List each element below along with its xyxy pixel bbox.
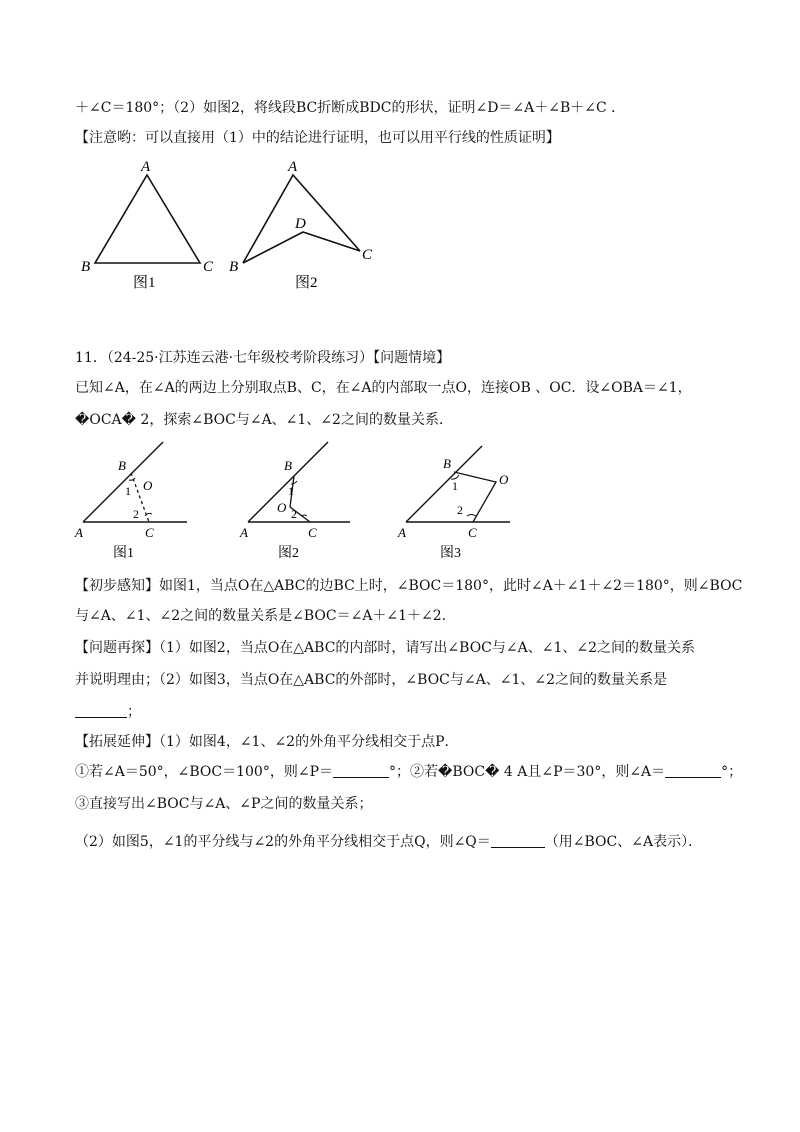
q11-extend-3: ③直接写出∠BOC与∠A、∠P之间的数量关系； <box>75 796 373 812</box>
label-b: B <box>118 458 126 473</box>
label-b: B <box>443 456 451 471</box>
extend4-b: （用∠BOC、∠A表示）． <box>544 834 703 850</box>
answer-blank-a[interactable] <box>665 763 721 778</box>
label-1: 1 <box>125 484 131 498</box>
q11-header: 11．（24-25·江苏连云港·七年级校考阶段练习）【问题情境】 <box>75 350 451 366</box>
q11-figure-3 <box>398 440 538 570</box>
q11-figure-1 <box>75 440 205 570</box>
label-1: 1 <box>452 479 458 493</box>
answer-blank-q[interactable] <box>491 833 545 848</box>
label-c: C <box>203 259 214 275</box>
label-a: A <box>240 525 248 540</box>
q10-line1: ＋∠C＝180°；（2）如图2，将线段BC折断成BDC的形状，证明∠D＝∠A＋∠B＋∠C ． <box>75 100 626 116</box>
q10-figure-1 <box>75 155 225 295</box>
label-a: A <box>75 525 83 540</box>
label-2: 2 <box>291 507 297 521</box>
q11-extend-2 <box>75 762 742 782</box>
label-b: B <box>229 259 239 275</box>
label-d: D <box>295 216 306 232</box>
q11-perception-2: 与∠A、∠1、∠2之间的数量关系是∠BOC＝∠A＋∠1＋∠2． <box>75 608 456 624</box>
explore3-end: ； <box>127 704 141 720</box>
label-2: 2 <box>133 507 139 521</box>
q11-perception-1: 【初步感知】如图1，当点O在△ABC的边BC上时，∠BOC＝180°，此时∠A＋∠1＋∠2＝180°，则∠BOC <box>75 578 743 594</box>
broken-bdc <box>243 232 360 263</box>
caption: 图1 <box>113 546 134 561</box>
answer-blank[interactable] <box>75 703 127 718</box>
label-1: 1 <box>288 484 294 498</box>
label-c: C <box>362 247 373 263</box>
label-b: B <box>284 458 292 473</box>
caption: 图2 <box>278 546 299 561</box>
label-2: 2 <box>457 503 463 517</box>
angle-2-arc <box>302 515 307 516</box>
extend2-a: ①若∠A＝50°，∠BOC＝100°，则∠P＝ <box>75 764 333 780</box>
q11-explore-2: 并说明理由；（2）如图3，当点O在△ABC的外部时，∠BOC与∠A、∠1、∠2之间的数量关系是 <box>75 672 668 688</box>
answer-blank-p[interactable] <box>333 763 389 778</box>
extend2-c: °； <box>721 764 743 780</box>
q11-explore-3 <box>75 702 141 722</box>
caption: 图3 <box>440 546 461 561</box>
label-a: A <box>398 525 406 540</box>
label-c: C <box>308 525 317 540</box>
q11-figure-2 <box>240 440 370 570</box>
q11-extend-1: 【拓展延伸】（1）如图4，∠1、∠2的外角平分线相交于点P． <box>75 734 459 750</box>
q10-figure-2 <box>225 155 385 295</box>
q11-explore-1: 【问题再探】（1）如图2，当点O在△ABC的内部时，请写出∠BOC与∠A、∠1、∠2之间的数量关系 <box>75 640 696 656</box>
q10-note: 【注意哟：可以直接用（1）中的结论进行证明，也可以用平行线的性质证明】 <box>75 130 560 146</box>
label-o: O <box>277 500 287 515</box>
label-o: O <box>143 478 153 493</box>
caption: 图2 <box>295 275 318 291</box>
q11-line2: �OCA� 2，探索∠BOC与∠A、∠1、∠2之间的数量关系． <box>75 412 453 428</box>
q11-line1: 已知∠A，在∠A的两边上分别取点B、C，在∠A的内部取一点O，连接OB 、OC．设∠OBA＝∠1， <box>75 380 692 396</box>
caption: 图1 <box>133 275 156 291</box>
label-c: C <box>468 525 477 540</box>
label-o: O <box>499 472 509 487</box>
triangle-abc <box>95 175 200 263</box>
side-ab <box>248 442 328 522</box>
label-a: A <box>288 159 298 175</box>
angle-2-arc <box>467 515 476 517</box>
label-b: B <box>81 259 91 275</box>
label-c: C <box>145 525 154 540</box>
label-a: A <box>141 159 151 175</box>
extend4-a: （2）如图5，∠1的平分线与∠2的外角平分线相交于点Q，则∠Q＝ <box>75 834 491 850</box>
extend2-b: °；②若�BOC� 4 A且∠P＝30°，则∠A＝ <box>389 764 666 780</box>
q11-extend-4 <box>75 832 702 852</box>
